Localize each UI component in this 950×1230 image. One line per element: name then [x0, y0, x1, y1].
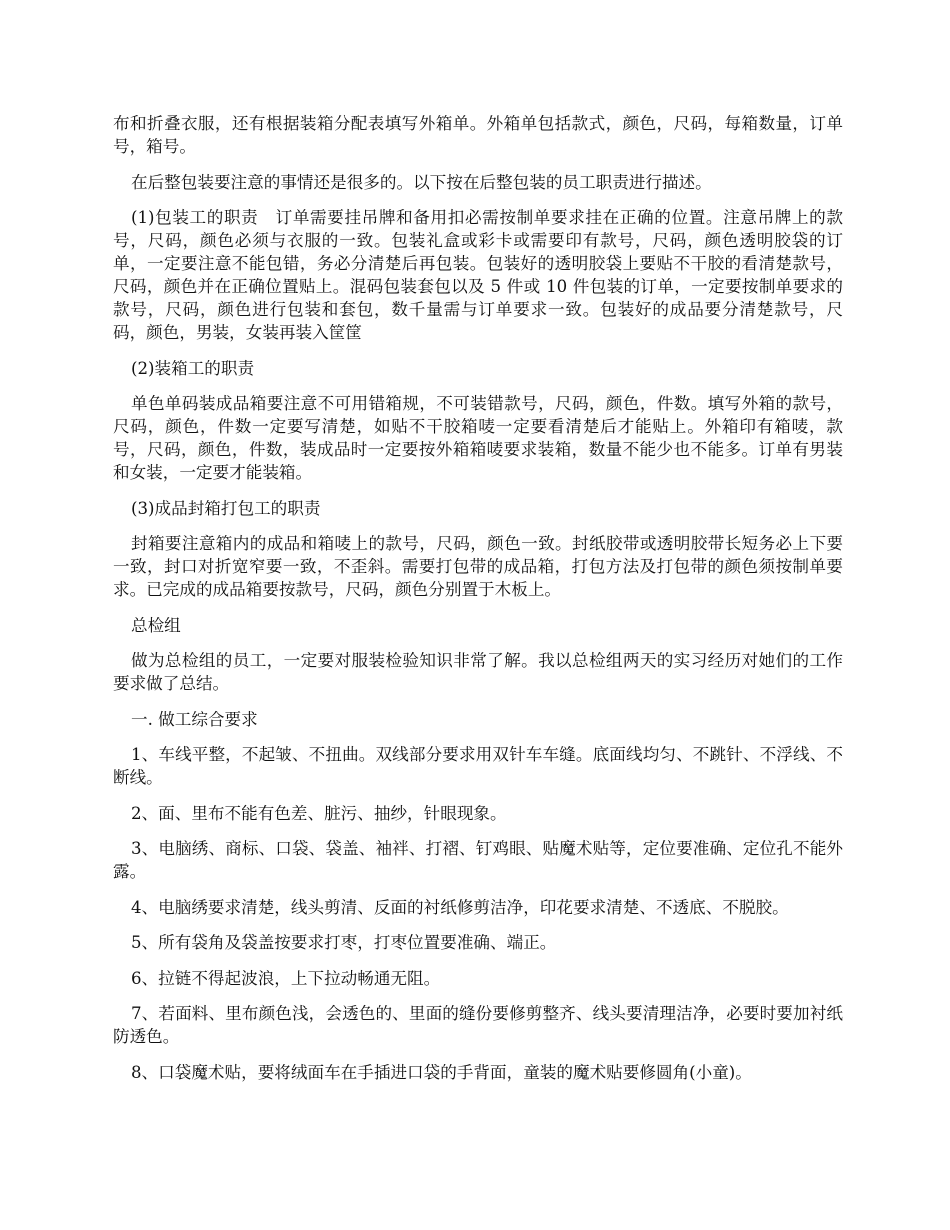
- paragraph-inspection-intro: 做为总检组的员工，一定要对服装检验知识非常了解。我以总检组两天的实习经历对她们的工作要求做了总结。: [113, 651, 843, 693]
- list-item-7: 7、若面料、里布颜色浅，会透色的、里面的缝份要修剪整齐、线头要清理洁净，必要时要加衬纸防透色。: [113, 1004, 843, 1046]
- heading-workmanship-requirements: 一. 做工综合要求: [131, 709, 258, 729]
- list-item-2: 2、面、里布不能有色差、脏污、抽纱，针眼现象。: [131, 803, 507, 823]
- list-item-3: 3、电脑绣、商标、口袋、袋盖、袖袢、打褶、钉鸡眼、贴魔术贴等，定位要准确、定位孔不能外露。: [113, 839, 843, 881]
- list-item-1: 1、车线平整，不起皱、不扭曲。双线部分要求用双针车车缝。底面线均匀、不跳针、不浮线、不断线。: [113, 745, 843, 787]
- paragraph-packing-tasks: 布和折叠衣服，还有根据装箱分配表填写外箱单。外箱单包括款式，颜色，尺码，每箱数量，订单号，箱号。: [113, 114, 843, 156]
- list-item-8: 8、口袋魔术贴，要将绒面车在手插进口袋的手背面，童装的魔术贴要修圆角(小童)。: [131, 1062, 752, 1082]
- paragraph-packer-duties: (1)包装工的职责 订单需要挂吊牌和备用扣必需按制单要求挂在正确的位置。注意吊牌上的款号，尺码，颜色必须与衣服的一致。包装礼盒或彩卡或需要印有款号，尺码，颜色透明胶袋的订单，一定要注意不能包错，务必分清楚后再包装。包装好的透明胶袋上要贴不干胶的看清楚款号，尺码，颜色并在正确位置贴上。混码包装套包以及 5 件或 10 件包装的订单，一定要按制单要求的款号，尺码，颜色进行包装和套包，数千量需与订单要求一致。包装好的成品要分清楚款号，尺码，颜色，男装，女装再装入筐筐: [113, 208, 843, 342]
- heading-sealer-duties: (3)成品封箱打包工的职责: [131, 498, 321, 518]
- heading-inspection-group: 总检组: [131, 615, 181, 635]
- document-body: [113, 112, 843, 1096]
- heading-boxer-duties: (2)装箱工的职责: [131, 358, 255, 378]
- list-item-4: 4、电脑绣要求清楚，线头剪清、反面的衬纸修剪洁净，印花要求清楚、不透底、不脱胶。: [131, 897, 789, 917]
- paragraph-intro-duties: 在后整包装要注意的事情还是很多的。以下按在后整包装的员工职责进行描述。: [131, 172, 712, 192]
- paragraph-sealer-duties: 封箱要注意箱内的成品和箱唛上的款号，尺码，颜色一致。封纸胶带或透明胶带长短务必上下要一致，封口对折宽窄要一致，不歪斜。需要打包带的成品箱，打包方法及打包带的颜色须按制单要求。已完成的成品箱要按款号，尺码，颜色分别置于木板上。: [113, 534, 843, 599]
- list-item-5: 5、所有袋角及袋盖按要求打枣，打枣位置要准确、端正。: [131, 933, 557, 952]
- paragraph-boxer-duties: 单色单码装成品箱要注意不可用错箱规，不可装错款号，尺码，颜色，件数。填写外箱的款号，尺码，颜色，件数一定要写清楚，如贴不干胶箱唛一定要看清楚后才能贴上。外箱印有箱唛，款号，尺码，颜色，件数，装成品时一定要按外箱箱唛要求装箱，数量不能少也不能多。订单有男装和女装，一定要才能装箱。: [113, 394, 843, 482]
- list-item-6: 6、拉链不得起波浪，上下拉动畅通无阻。: [131, 968, 441, 988]
